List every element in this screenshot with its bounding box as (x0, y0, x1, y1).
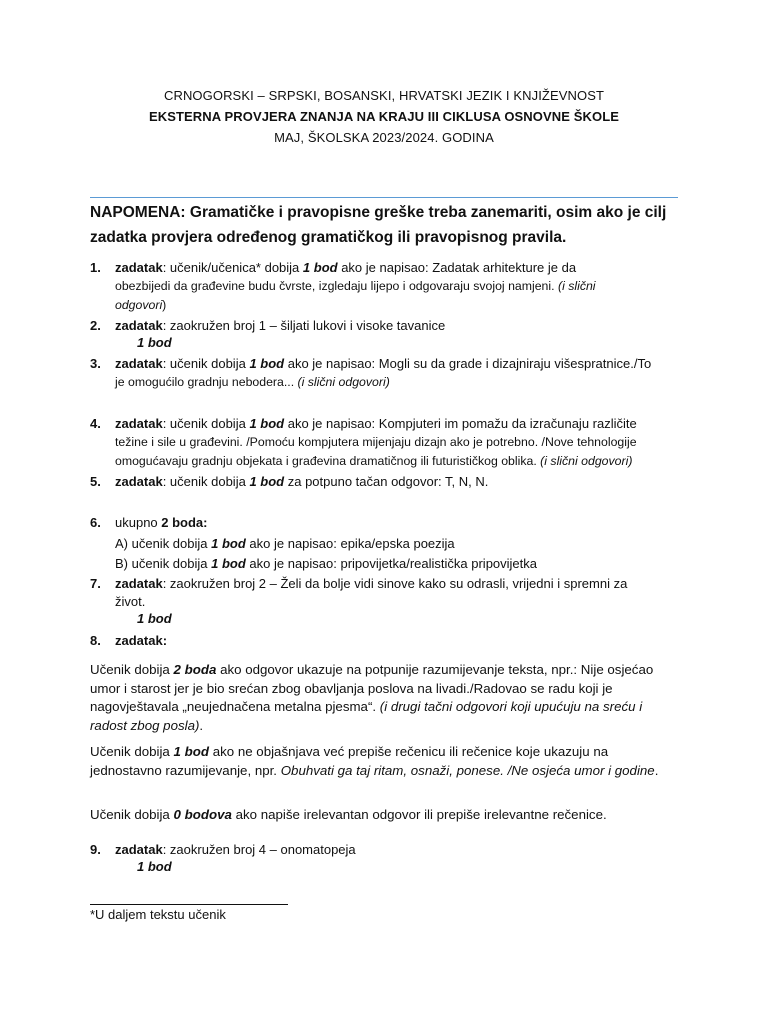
points: 1 bod (137, 335, 172, 350)
footnote-separator (90, 904, 288, 905)
item-number: 8. (90, 633, 101, 648)
item-label: zadatak (115, 576, 163, 591)
points: 1 bod (249, 474, 285, 489)
item-number: 1. (90, 260, 101, 275)
item-label: zadatak (115, 318, 163, 333)
note-line-1: NAPOMENA: Gramatičke i pravopisne greške treba zanemariti, osim ako je cilj (90, 204, 667, 221)
item-label: zadatak (115, 356, 163, 371)
item-number: 6. (90, 515, 101, 530)
points: 2 boda (173, 662, 217, 677)
scoring-paragraph-0-points: Učenik dobija 0 bodova ako napiše irelevantan odgovor ili prepiše irelevantne rečenice. (90, 807, 607, 822)
points: 1 bod (173, 744, 209, 759)
points: 0 bodova (173, 807, 232, 822)
scoring-paragraph-2-points: Učenik dobija 2 boda ako odgovor ukazuje na potpunije razumijevanje teksta, npr.: Nije osjećao umor i starost jer je bio srećan zbog obavljanja poslova na livadi./Radovao se radu koji je nagovještavala „neujednačena metalna pjesma“. (i drugi tačni odgovori koji upućuju na sreću i radost zbog posla). (90, 662, 654, 733)
note-block (90, 200, 690, 250)
item-label: zadatak (115, 260, 163, 275)
answer-key-page: CRNOGORSKI – SRPSKI, BOSANSKI, HRVATSKI JEZIK I KNJIŽEVNOST EKSTERNA PROVJERA ZNANJA NA KRAJU III CIKLUSA OSNOVNE ŠKOLE MAJ, ŠKOLSKA 2023/2024. GODINA NAPOMENA: Gramatičke i pravopisne greške treba zanemariti, osim ako je cilj zadatka provjera određenog gramatičkog ili pravopisnog pravila. 1. zadatak: učenik/učenica* dobija 1 bod ako je napisao: Zadatak arhitekture je da obezbijedi da građevine budu čvrste, izgledaju lijepo i odgovaraju svojoj namjeni. (i slični odgovori) 2. zadatak: zaokružen broj 1 – šiljati lukovi i visoke tavanice 1 bod 3. zadatak: učenik dobija 1 bod ako je napisao: Mogli su da grade i dizajniraju višespratnice./To je omogućilo gradnju nebodera... (i slični odgovori) 4. zadatak: učenik dobija 1 bod ako je napisao: Kompjuteri im pomažu da izračunaju različite težine i sile u građevini. /Pomoću kompjutera mijenjaju dizajn ako je potrebno. /Nove tehnologije omogućavaju gradnju objekata i građevina dramatičnog ili futurističkog oblika. (i slični odgovori) 5. zadatak: učenik dobija 1 bod za potpuno tačan odgovor: T, N, N. 6. ukupno 2 boda: A) učenik dobija 1 bod ako je napisao: epika/epska poezija B) učenik dobija 1 bod ako je napisao: pripovijetka/realistička pripovijetka 7. zadatak: zaokružen broj 2 – Želi da bolje vidi sinove kako su odrasli, vrijedni i spremni za život. 1 bod 8. zadatak: Učenik dobija 2 boda ako odgovor ukazuje na potpunije razumijevanje teksta, npr.: Nije osjećao umor i starost jer je bio srećan zbog obavljanja poslova na livadi./Radovao se radu koji je nagovještavala „neujednačena metalna pjesma“. (i drugi tačni odgovori koji upućuju na sreću i radost zbog posla). Učenik dobija 1 bod ako ne objašnjava već prepiše rečenicu ili rečenice koje ukazuju na jednostavno razumijevanje, npr. Obuhvati ga taj ritam, osnaži, ponese. /Ne osjeća umor i godine. Učenik dobija 0 bodova ako napiše irelevantan odgovor ili prepiše irelevantne rečenice. 9. zadatak: zaokružen broj 4 – onomatopeja 1 bod *U daljem tekstu učenik (0, 0, 768, 1024)
footnote: *U daljem tekstu učenik (90, 907, 226, 922)
scoring-paragraph-1-point: Učenik dobija 1 bod ako ne objašnjava već prepiše rečenicu ili rečenice koje ukazuju na jednostavno razumijevanje, npr. Obuhvati ga taj ritam, osnaži, ponese. /Ne osjeća umor i godine. (90, 744, 659, 778)
points: 1 bod (211, 536, 246, 551)
item-number: 5. (90, 474, 101, 489)
points: 1 bod (211, 556, 246, 571)
note-line-2: zadatka provjera određenog gramatičkog ili pravopisnog pravila. (90, 229, 567, 246)
header-date: MAJ, ŠKOLSKA 2023/2024. GODINA (274, 130, 494, 145)
item-number: 3. (90, 356, 101, 371)
points: 1 bod (249, 356, 285, 371)
header-subject: CRNOGORSKI – SRPSKI, BOSANSKI, HRVATSKI JEZIK I KNJIŽEVNOST (163, 88, 605, 103)
item-label: zadatak (115, 842, 163, 857)
item-label: zadatak (115, 474, 163, 489)
item-number: 4. (90, 416, 101, 431)
item-number: 9. (90, 842, 101, 857)
points: 1 bod (302, 260, 338, 275)
points: 1 bod (249, 416, 285, 431)
header-exam-title: EKSTERNA PROVJERA ZNANJA NA KRAJU III CIKLUSA OSNOVNE ŠKOLE (148, 109, 620, 124)
item-label: zadatak (115, 633, 163, 648)
points: 1 bod (137, 611, 172, 626)
points: 2 boda (161, 515, 204, 530)
points: 1 bod (137, 859, 172, 874)
item-6-part-a: A) učenik dobija 1 bod ako je napisao: epika/epska poezija (115, 536, 455, 551)
item-number: 2. (90, 318, 101, 333)
item-label: zadatak (115, 416, 163, 431)
header-divider (90, 197, 678, 198)
item-number: 7. (90, 576, 101, 591)
item-6-part-b: B) učenik dobija 1 bod ako je napisao: pripovijetka/realistička pripovijetka (115, 556, 538, 571)
